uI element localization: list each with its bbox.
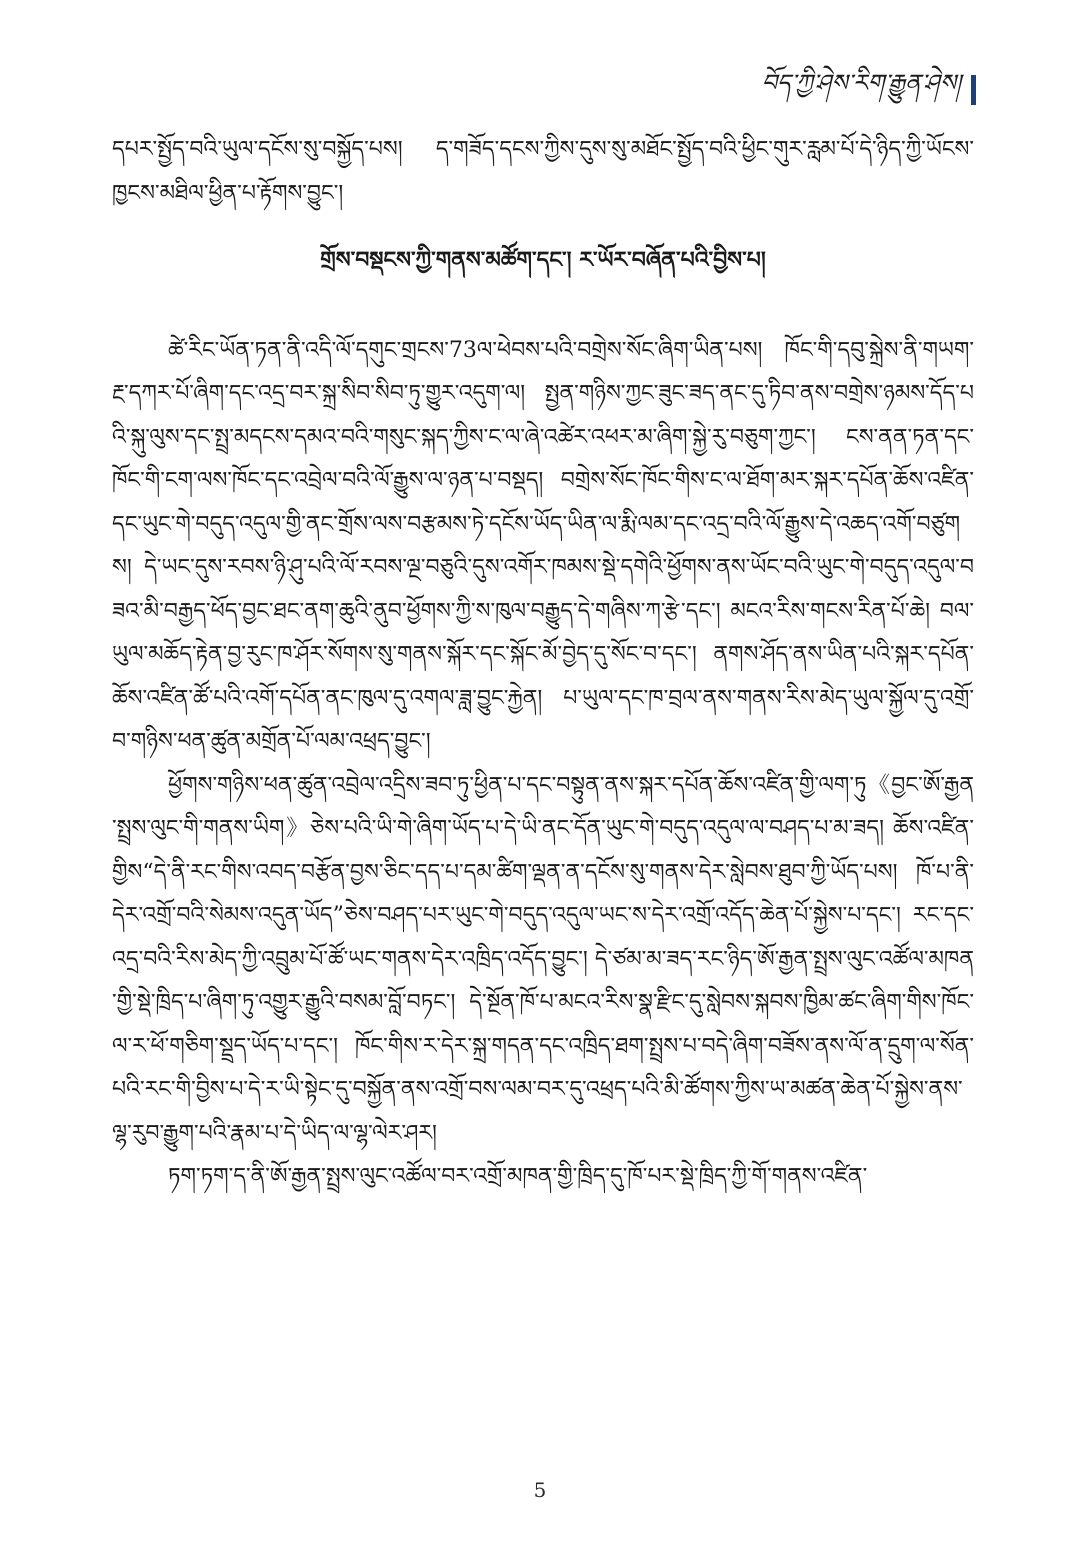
paragraph: ཚེ་རིང་ཡོན་ཏན་ནི་འདི་ལོ་དགུང་གྲངས་73ལ་ཕེབས་པའི་བགྲེས་སོང་ཞིག་ཡིན་པས། ཁོང་གི་དབུ་སྐྲེས་ནི་གཡག་རྔ་དཀར་པོ་ཞིག་དང་འདྲ་བར་སྐྲ་སིབ་སིབ་ཏུ་གྱུར་འདུག་ལ། སྤྱན་གཉིས་ཀྱང་ཟུང་ཟད་ནང་དུ་ཏིབ་ནས་བགྲེས་ཉམས་དོད་པའི་སྐུ་ལུས་དང་སྤྲ་མདངས་དམའ་བའི་གསུང་སྐད་ཀྱིས་ང་ལ་ཞེ་འཚེར་འཕར་མ་ཞིག་སྐྱེ་རུ་བཅུག་ཀྱང་། ངས་ནན་ཏན་དང་ཁོང་གི་ངག་ལས་ཁོང་དང་འབྲེལ་བའི་ལོ་རྒྱུས་ལ་ཉན་པ་བསྡད། བགྲེས་སོང་ཁོང་གིས་ང་ལ་ཐོག་མར་སྐར་དཔོན་ཆོས་འཛིན་དང་ཡུང་གེ་བདུད་འདུལ་གྱི་ནང་གྲོས་ལས་བརྩམས་ཏེ་དངོས་ཡོད་ཡིན་ལ་རྨི་ལམ་དང་འདྲ་བའི་ལོ་རྒྱུས་དེ་འཆད་འགོ་བཙུགས། དེ་ཡང་དུས་རབས་ཉི་ཤུ་པའི་ལོ་རབས་ལྔ་བཅུའི་དུས་འགོར་ཁམས་སྡེ་དགེའི་ཕྱོགས་ནས་ཡོང་བའི་ཡུང་གེ་བདུད་འདུལ་བཟའ་མི་བརྒྱད་ཕོད་བྱང་ཐང་ནག་ཆུའི་ནུབ་ཕྱོགས་ཀྱི་ས་ཁུལ་བརྒྱུད་དེ་གཞིས་ཀ་རྩེ་དང་། མངའ་རིས་གངས་རིན་པོ་ཆེ། བལ་ཡུལ་མཆོད་རྟེན་བྱ་རུང་ཁ་ཤོར་སོགས་སུ་གནས་སྐོར་དང་སྐོང་མོ་བྱེད་དུ་སོང་བ་དང་། ནགས་ཤོད་ནས་ཡིན་པའི་སྐར་དཔོན་ཆོས་འཛིན་ཚོ་པའི་འགོ་དཔོན་ནང་ཁུལ་དུ་འགལ་ཟླ་བྱུང་རྐྱེན། པ་ཡུལ་དང་ཁ་བྲལ་ནས་གནས་རིས་མེད་ཡུལ་སྐྱོལ་དུ་འགྲོ་བ་གཉིས་ཕན་ཚུན་མགྲོན་པོ་ལམ་འཕྲད་བྱུང་། <box>112 337 974 754</box>
page-number: 5 <box>533 1478 547 1502</box>
paragraph: དཔར་སྤྱོད་བའི་ཡུལ་དངོས་སུ་བསྐྱོད་པས། ད་གཟོད་དངས་ཀྱིས་དུས་སུ་མཐོང་སྤྱོད་བའི་ཕྱིང་གུར་རླམ་པོ་དེ་ཉིད་ཀྱི་ཡོངས་ཁྱངས་མཐིལ་ཕྱིན་པ་རྟོགས་བྱུང་། <box>112 137 974 206</box>
paragraph: ཕྱོགས་གཉིས་ཕན་ཚུན་འབྲེལ་འདྲིས་ཟབ་ཏུ་ཕྱིན་པ་དང་བསྟུན་ནས་སྐར་དཔོན་ཆོས་འཛིན་གྱི་ལག་ཏུ《བྱང་ཨོ་རྒྱན་སྤྲས་ལུང་གི་གནས་ཡིག》ཅེས་པའི་ཡི་གེ་ཞིག་ཡོད་པ་དེ་ཡི་ནང་དོན་ཡུང་གེ་བདུད་འདུལ་ལ་བཤད་པ་མ་ཟད། ཆོས་འཛིན་གྱིས“དེ་ནི་རང་གིས་འབད་བརྩོན་བྱས་ཅིང་དད་པ་དམ་ཚིག་ལྡན་ན་དངོས་སུ་གནས་དེར་སླེབས་ཐུབ་ཀྱི་ཡོད་པས། ཁོ་པ་ནི་དེར་འགྲོ་བའི་སེམས་འདུན་ཡོད”ཅེས་བཤད་པར་ཡུང་གེ་བདུད་འདུལ་ཡང་ས་དེར་འགྲོ་འདོད་ཆེན་པོ་སྐྱེས་པ་དང་། རང་དང་འདྲ་བའི་རིས་མེད་ཀྱི་འབྲུམ་པོ་ཚོ་ཡང་གནས་དེར་འཁྲིད་འདོད་བྱུང་། དེ་ཙམ་མ་ཟད་རང་ཉིད་ཨོ་རྒྱན་སྤྲས་ལུང་འཚོལ་མཁན་གྱི་སྡེ་ཁྲིད་པ་ཞིག་ཏུ་འགྱུར་རྒྱུའི་བསམ་བློ་བཏང་། དེ་སྔོན་ཁོ་པ་མངའ་རིས་སྣ་རྫིང་དུ་སླེབས་སྐབས་ཁྱིམ་ཚང་ཞིག་གིས་ཁོང་ལ་ར་ཕོ་གཅིག་སྡྲད་ཡོད་པ་དང་། ཁོང་གིས་ར་དེར་སྐྲ་གདན་དང་འཁྲིད་ཐག་སྤྲས་པ་བདེ་ཞིག་བཟོས་ནས་ལོ་ན་དྲུག་ལ་སོན་པའི་རང་གི་བྱིས་པ་དེ་ར་ཡི་སྟེང་དུ་བསྐྱོན་ནས་འགྲོ་བས་ལམ་བར་དུ་འཕྲད་པའི་མི་ཚོགས་ཀྱིས་ཡ་མཚན་ཆེན་པོ་སྐྱེས་ནས་ལྷ་རུབ་རྒྱུག་པའི་རྣམ་པ་དེ་ཡིད་ལ་ལྷ་ལེར་ཤར། <box>112 772 974 1146</box>
body-text <box>112 128 974 1199</box>
header-accent-bar <box>971 75 976 105</box>
paragraph: ཏག་ཏག་ད་ནི་ཨོ་རྒྱན་སྤྲས་ལུང་འཚོལ་བར་འགྲོ་མཁན་གྱི་ཁྲིད་དུ་ཁོ་པར་སྡེ་ཁྲིད་ཀྱི་གོ་གནས་འཛིན་ <box>168 1164 868 1189</box>
running-header <box>761 70 976 110</box>
section-heading: གྲོས་བསྡངས་ཀྱི་གནས་མཚོག་དང་། ར་ཡོར་བཞོན་པའི་བྱིས་པ། <box>320 247 766 273</box>
running-title: བོད་ཀྱི་ཤེས་རིག་རྒྱུན་ཤེས། <box>761 68 961 97</box>
